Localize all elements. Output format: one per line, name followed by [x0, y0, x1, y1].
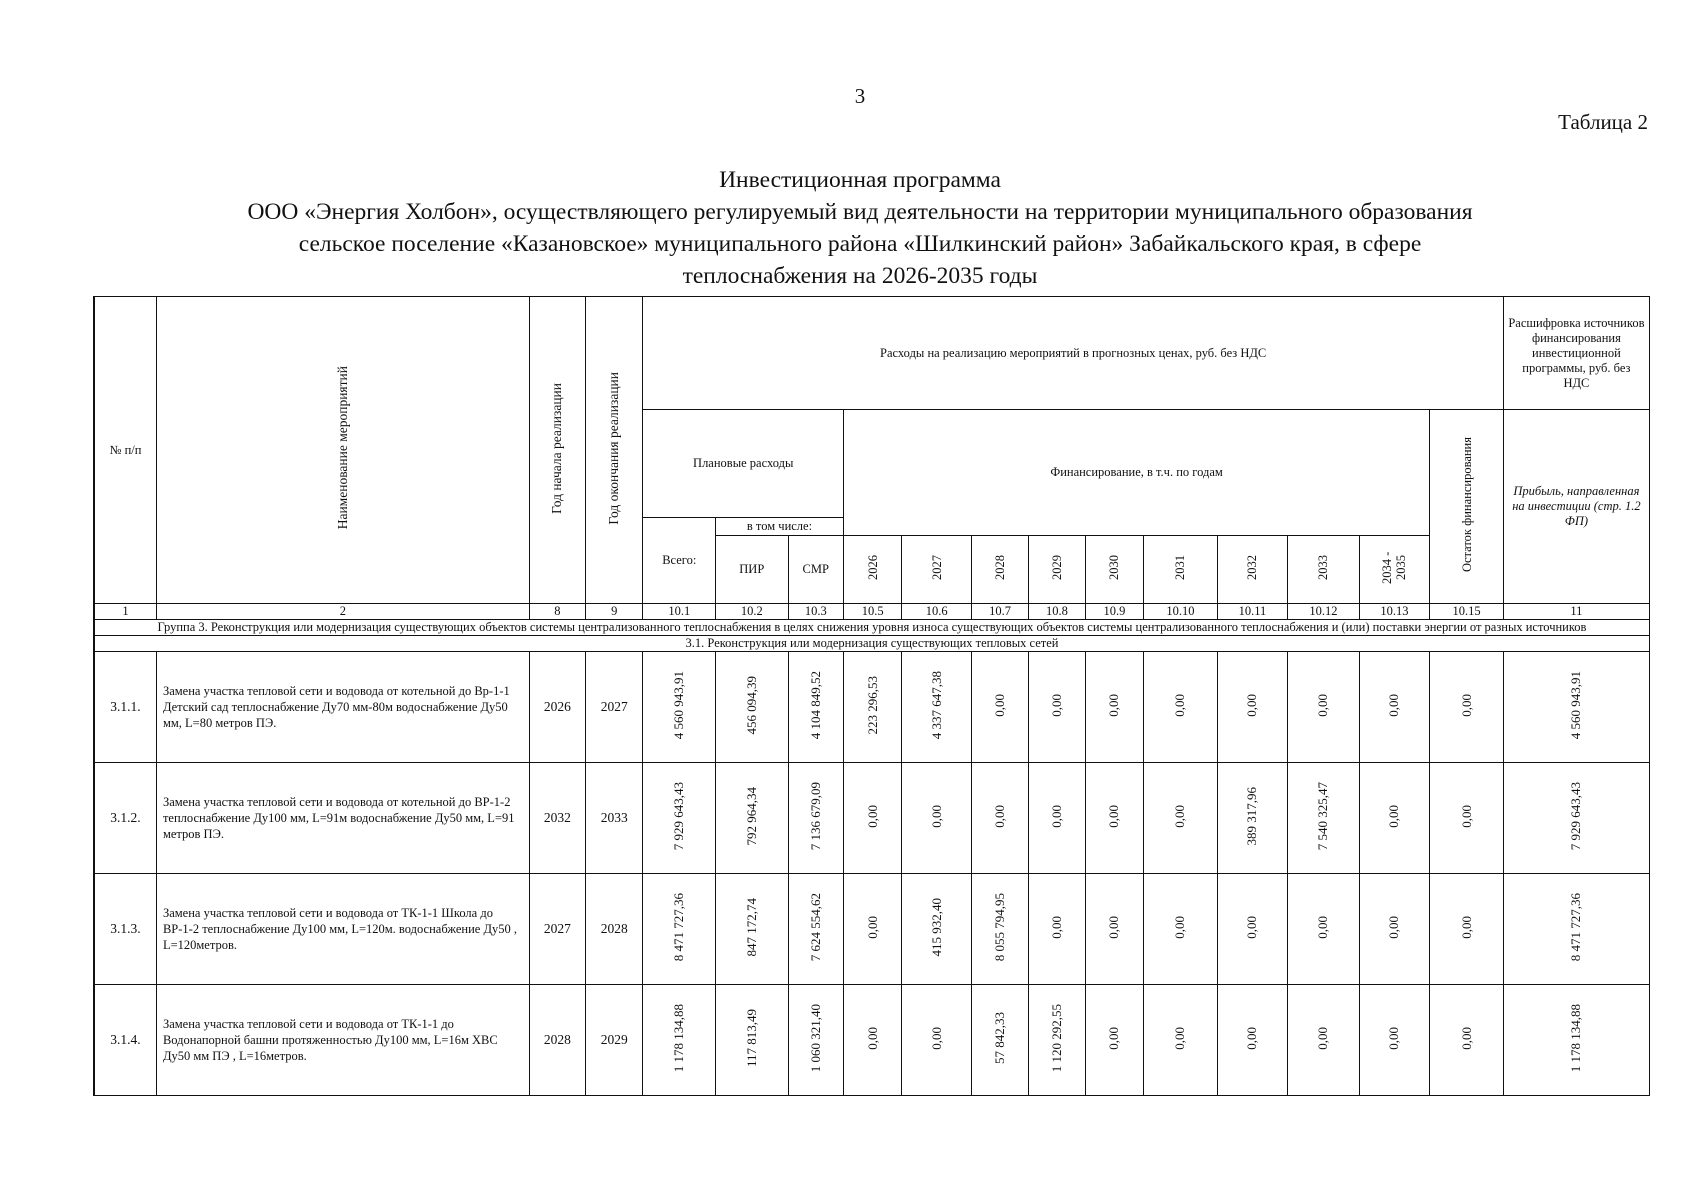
row-year-amount: [1288, 652, 1360, 763]
row-year-amount-value: 0,00: [928, 804, 944, 828]
row-year-amount-value: 0,00: [1386, 804, 1402, 828]
row-year-amount-value: 0,00: [1315, 1026, 1331, 1050]
row-year-amount-value: 0,00: [864, 804, 880, 828]
header-year-label: 2031: [1173, 555, 1188, 580]
header-year-label: 2029: [1049, 555, 1064, 580]
header-year-2029: [1029, 536, 1085, 604]
row-year-amount: [1288, 763, 1360, 874]
row-year-amount-value: 0,00: [864, 1026, 880, 1050]
header-costs: Расходы на реализацию мероприятий в прогнозных ценах, руб. без НДС: [643, 297, 1503, 410]
header-sources: [1503, 297, 1649, 410]
row-smr: [788, 985, 843, 1096]
column-number: 10.6: [902, 604, 972, 620]
header-pir: ПИР: [716, 536, 789, 604]
row-year-amount-value: 0,00: [1172, 915, 1188, 939]
row-year-amount-value: 1 120 292,55: [1048, 1003, 1064, 1073]
row-start-year: 2028: [529, 985, 585, 1096]
row-profit-value: 4 560 943,91: [1568, 670, 1584, 740]
row-year-amount-value: 0,00: [992, 804, 1008, 828]
row-year-amount-value: 0,00: [1172, 693, 1188, 717]
row-name: Замена участка тепловой сети и водовода от ТК-1-1 до Водонапорной башни протяженностью Ду100 мм, L=16м ХВС Ду50 мм ПЭ , L=16метров.: [156, 985, 529, 1096]
header-including: в том числе:: [716, 518, 844, 536]
row-smr: [788, 874, 843, 985]
title-line: Инвестиционная программа: [719, 167, 1001, 193]
column-number: 2: [156, 604, 529, 620]
column-number: 10.1: [643, 604, 716, 620]
row-year-amount-value: 0,00: [1386, 1026, 1402, 1050]
row-total: [643, 763, 716, 874]
column-number: 9: [586, 604, 643, 620]
row-year-amount: [971, 652, 1028, 763]
row-name: Замена участка тепловой сети и водовода от ТК-1-1 Школа до ВР-1-2 теплоснабжение Ду100 мм, L=120м. водоснабжение Ду50 , L=120метров.: [156, 874, 529, 985]
row-total: [643, 985, 716, 1096]
row-number: 3.1.3.: [94, 874, 156, 985]
row-number: 3.1.2.: [94, 763, 156, 874]
header-profit-label: Прибыль, направленная на инвестиции (стр. 1.2 ФП): [1512, 484, 1641, 528]
row-smr-value: 1 060 321,40: [807, 1003, 823, 1073]
column-number: 10.13: [1359, 604, 1430, 620]
column-number: 10.11: [1217, 604, 1288, 620]
row-year-amount-value: 4 337 647,38: [928, 670, 944, 740]
row-year-amount-value: 0,00: [992, 693, 1008, 717]
row-remainder: [1430, 652, 1504, 763]
header-year-2030: [1085, 536, 1143, 604]
row-pir-value: 117 813,49: [743, 1008, 759, 1068]
row-year-amount: [1029, 874, 1085, 985]
row-year-amount: [1288, 874, 1360, 985]
row-year-amount: [902, 652, 972, 763]
row-remainder: [1430, 763, 1504, 874]
column-number: 11: [1503, 604, 1649, 620]
row-smr-value: 7 624 554,62: [807, 892, 823, 962]
row-start-year: 2027: [529, 874, 585, 985]
row-year-amount-value: 0,00: [1106, 693, 1122, 717]
row-total-value: 4 560 943,91: [671, 670, 687, 740]
row-name: Замена участка тепловой сети и водовода от котельной до Вр-1-1 Детский сад теплоснабжение Ду70 мм-80м водоснабжение Ду50 мм, L=80 метров ПЭ.: [156, 652, 529, 763]
row-year-amount-value: 0,00: [1386, 693, 1402, 717]
row-smr-value: 4 104 849,52: [807, 670, 823, 740]
table-row: [94, 652, 1650, 763]
row-year-amount-value: 0,00: [928, 1026, 944, 1050]
row-year-amount: [1085, 652, 1143, 763]
row-remainder-value: 0,00: [1458, 693, 1474, 717]
document-title: [100, 164, 1620, 292]
row-end-year: 2033: [586, 763, 643, 874]
row-year-amount-value: 0,00: [1386, 915, 1402, 939]
row-profit: [1503, 874, 1649, 985]
header-planned: Плановые расходы: [643, 410, 843, 518]
row-year-amount: [1217, 985, 1288, 1096]
row-year-amount: [1217, 874, 1288, 985]
table-row: [94, 874, 1650, 985]
row-remainder-value: 0,00: [1458, 804, 1474, 828]
row-profit-value: 7 929 643,43: [1568, 781, 1584, 851]
row-year-amount-value: 0,00: [1315, 693, 1331, 717]
row-year-amount-value: 7 540 325,47: [1315, 781, 1331, 851]
row-year-amount-value: 0,00: [1244, 915, 1260, 939]
row-year-amount: [1359, 763, 1430, 874]
column-number: 10.3: [788, 604, 843, 620]
row-year-amount: [1217, 763, 1288, 874]
row-name: Замена участка тепловой сети и водовода от котельной до ВР-1-2 теплоснабжение Ду100 мм, L=91м водоснабжение Ду50 мм, L=91 метров ПЭ.: [156, 763, 529, 874]
row-year-amount: [843, 763, 901, 874]
row-year-amount-value: 223 296,53: [864, 675, 880, 735]
row-total-value: 7 929 643,43: [671, 781, 687, 851]
header-year-2033: [1288, 536, 1360, 604]
row-year-amount-value: 0,00: [1315, 915, 1331, 939]
row-pir: [716, 874, 789, 985]
header-year-label: 2027: [929, 555, 944, 580]
row-year-amount: [1029, 763, 1085, 874]
row-year-amount-value: 415 932,40: [928, 897, 944, 957]
row-year-amount: [843, 874, 901, 985]
row-year-amount: [843, 985, 901, 1096]
header-sources-label: Расшифровка источников финансирования инвестиционной программы, руб. без НДС: [1508, 315, 1645, 390]
row-end-year: 2027: [586, 652, 643, 763]
row-pir: [716, 985, 789, 1096]
row-year-amount-value: 57 842,33: [992, 1012, 1008, 1064]
row-year-amount-value: 389 317,96: [1244, 786, 1260, 846]
header-profit: [1503, 410, 1649, 604]
row-year-amount-value: 0,00: [1244, 693, 1260, 717]
row-total: [643, 652, 716, 763]
row-year-amount: [1144, 652, 1218, 763]
header-total: Всего:: [643, 518, 716, 604]
row-profit-value: 8 471 727,36: [1568, 892, 1584, 962]
header-remainder-label: Остаток финансирования: [1459, 436, 1474, 573]
row-year-amount: [1144, 763, 1218, 874]
row-year-amount: [1085, 763, 1143, 874]
row-smr: [788, 652, 843, 763]
row-pir: [716, 763, 789, 874]
row-year-amount-value: 0,00: [1244, 1026, 1260, 1050]
row-year-amount: [1085, 985, 1143, 1096]
row-pir-value: 847 172,74: [743, 897, 759, 957]
header-year-label: 2034 - 2035: [1380, 551, 1409, 584]
header-year-label: 2033: [1316, 555, 1331, 580]
row-year-amount: [971, 874, 1028, 985]
row-year-amount: [971, 985, 1028, 1096]
row-year-amount: [1085, 874, 1143, 985]
group-title: Группа 3. Реконструкция или модернизация существующих объектов системы централизованного теплоснабжения в целях снижения уровня износа существующих объектов системы централизованного теплоснабжения и (или) поставки энергии от разных источников: [94, 620, 1650, 636]
row-year-amount-value: 0,00: [1106, 915, 1122, 939]
header-year-2028: [971, 536, 1028, 604]
row-year-amount-value: 0,00: [1106, 804, 1122, 828]
table-row: [94, 985, 1650, 1096]
column-number: 10.8: [1029, 604, 1085, 620]
row-end-year: 2029: [586, 985, 643, 1096]
column-number: 10.12: [1288, 604, 1360, 620]
title-line: ООО «Энергия Холбон», осуществляющего регулируемый вид деятельности на территории муниципального образования: [247, 199, 1473, 225]
header-year-label: 2028: [993, 555, 1008, 580]
header-start-year: [529, 297, 585, 604]
table-label: Таблица 2: [1558, 110, 1648, 134]
row-year-amount-value: 8 055 794,95: [992, 892, 1008, 962]
column-number: 10.10: [1144, 604, 1218, 620]
header-year-2026: [843, 536, 901, 604]
row-profit: [1503, 652, 1649, 763]
table-row: [94, 763, 1650, 874]
header-remainder: [1430, 410, 1504, 604]
row-year-amount-value: 0,00: [1048, 915, 1064, 939]
header-year-2027: [902, 536, 972, 604]
row-year-amount-value: 0,00: [1172, 1026, 1188, 1050]
header-start-year-label: Год начала реализации: [549, 382, 565, 514]
header-name: [156, 297, 529, 604]
row-year-amount: [902, 985, 972, 1096]
header-end-year: [586, 297, 643, 604]
column-number: 10.9: [1085, 604, 1143, 620]
column-number: 10.7: [971, 604, 1028, 620]
row-total-value: 1 178 134,88: [671, 1003, 687, 1073]
row-start-year: 2032: [529, 763, 585, 874]
row-year-amount: [1359, 985, 1430, 1096]
row-year-amount: [843, 652, 901, 763]
row-year-amount: [1144, 874, 1218, 985]
subgroup-title: 3.1. Реконструкция или модернизация существующих тепловых сетей: [94, 636, 1650, 652]
title-line: теплоснабжения на 2026-2035 годы: [682, 263, 1038, 289]
column-number: 10.15: [1430, 604, 1504, 620]
header-year-2034-2035: [1359, 536, 1430, 604]
row-pir-value: 456 094,39: [743, 675, 759, 735]
header-year-label: 2026: [865, 555, 880, 580]
row-year-amount: [1359, 874, 1430, 985]
row-year-amount-value: 0,00: [1172, 804, 1188, 828]
header-financing: Финансирование, в т.ч. по годам: [843, 410, 1429, 536]
row-remainder-value: 0,00: [1458, 1026, 1474, 1050]
header-year-label: 2030: [1107, 555, 1122, 580]
row-profit: [1503, 985, 1649, 1096]
row-total-value: 8 471 727,36: [671, 892, 687, 962]
column-number: 10.2: [716, 604, 789, 620]
row-year-amount-value: 0,00: [864, 915, 880, 939]
row-year-amount-value: 0,00: [1048, 804, 1064, 828]
row-year-amount: [1029, 652, 1085, 763]
column-number: 10.5: [843, 604, 901, 620]
header-year-2031: [1144, 536, 1218, 604]
row-start-year: 2026: [529, 652, 585, 763]
row-remainder: [1430, 985, 1504, 1096]
column-number: 1: [94, 604, 156, 620]
row-year-amount: [1359, 652, 1430, 763]
row-profit: [1503, 763, 1649, 874]
subgroup-row: [94, 636, 1650, 652]
header-end-year-label: Год окончания реализации: [606, 371, 622, 525]
row-pir-value: 792 964,34: [743, 786, 759, 846]
row-smr-value: 7 136 679,09: [807, 781, 823, 851]
title-line: сельское поселение «Казановское» муниципального района «Шилкинский район» Забайкальского края, в сфере: [298, 231, 1422, 257]
row-year-amount: [1288, 985, 1360, 1096]
row-year-amount-value: 0,00: [1048, 693, 1064, 717]
row-year-amount: [971, 763, 1028, 874]
column-number-row: [94, 604, 1650, 620]
header-year-label: 2032: [1245, 555, 1260, 580]
row-total: [643, 874, 716, 985]
row-year-amount: [902, 874, 972, 985]
row-year-amount: [1144, 985, 1218, 1096]
row-profit-value: 1 178 134,88: [1568, 1003, 1584, 1073]
group-row: [94, 620, 1650, 636]
row-year-amount: [1217, 652, 1288, 763]
header-name-label: Наименование мероприятий: [334, 366, 350, 530]
row-remainder-value: 0,00: [1458, 915, 1474, 939]
page-number: 3: [854, 84, 866, 108]
row-pir: [716, 652, 789, 763]
column-number: 8: [529, 604, 585, 620]
row-year-amount-value: 0,00: [1106, 1026, 1122, 1050]
row-remainder: [1430, 874, 1504, 985]
row-smr: [788, 763, 843, 874]
row-year-amount: [1029, 985, 1085, 1096]
row-number: 3.1.1.: [94, 652, 156, 763]
row-end-year: 2028: [586, 874, 643, 985]
header-num: № п/п: [94, 297, 156, 604]
row-year-amount: [902, 763, 972, 874]
investment-table: [93, 296, 1650, 1096]
row-number: 3.1.4.: [94, 985, 156, 1096]
header-year-2032: [1217, 536, 1288, 604]
header-smr: СМР: [788, 536, 843, 604]
data-rows: [94, 652, 1650, 1096]
